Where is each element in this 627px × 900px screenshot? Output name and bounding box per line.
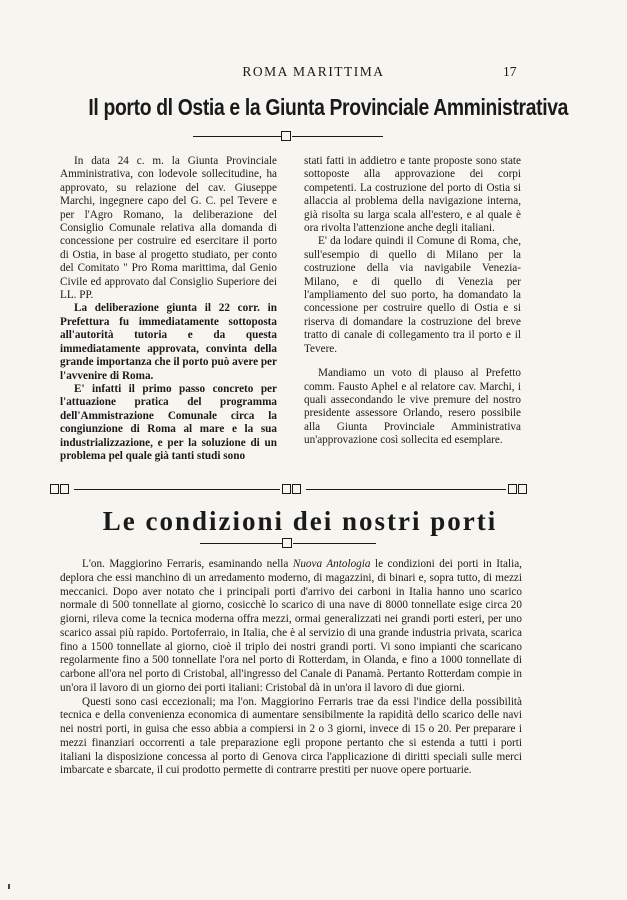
article2-paragraph — [60, 558, 522, 696]
page-number: 17 — [503, 64, 517, 79]
article2-body — [60, 558, 522, 778]
article1-paragraph: stati fatti in addietro e tante proposte sono state sottoposte alla approvazione dei corpi competenti. La costruzione del porto di Ostia si allaccia al problema della navigazione interna, già risolta su larga scala all'estero, e al quale è ora rivolta l'attenzione anche degli italiani. — [304, 155, 521, 235]
article1-body — [60, 155, 522, 485]
article1-paragraph: La deliberazione giunta il 22 corr. in Prefettura fu immediatamente sottoposta all'autorità tutoria e da questa immediatamente approvata, convinta della grande importanza che il porto può avere per l'avvenire di Roma. — [60, 302, 277, 382]
publication-title: Nuova Antologia — [292, 558, 371, 570]
title-ornament-1 — [193, 131, 383, 141]
margin-mark — [8, 884, 10, 889]
text-run: le condizioni dei porti in Italia, deplora che essi manchino di un arredamento moderno, di magazzini, di binari e, sopra tutto, di mezzi meccanici. Dopo aver notato che i principali porti d'arrivo dei carboni in Italia hanno uno scarico normale di 500 tonnellate al giorno, cosicchè lo scarico di una nave di 8000 tonnellate esige circa 20 giorni, rileva come la tecnica moderna offra mezzi, ormai generalizzati nei grandi porti esteri, per uno scarico assai più rapido. Portoferraio, in Italia, che è al servizio di una grande industria privata, scarica fino a 1500 tonnellate al giorno, cioè il triplo dei nostri grandi porti. Vi sono impianti che scaricano regolarmente fino a 500 tonnellate l'ora nel porto di Rotterdam, in Olanda, e fino a 1000 tonnellate di carbone all'ora nel porto di Cristobal, all'ingresso del Canale di Panamà. Pertanto Rotterdam compie in un'ora il lavoro di un giorno dei porti italiani: Cristobal dà in un'ora il lavoro di due giorni. — [60, 558, 522, 694]
running-head: ROMA MARITTIMA — [242, 64, 385, 79]
text-run: L'on. Maggiorino Ferraris, esaminando nella — [82, 558, 293, 570]
article1-right-column — [304, 155, 521, 448]
article2-paragraph: Questi sono casi eccezionali; ma l'on. Maggiorino Ferraris trae da essi l'indice della possibilità tecnica e della convenienza economica di aumentare sensibilmente la rapidità dello scarico delle navi nei nostri porti, in guisa che esso abbia a compiersi in 2 o 3 giorni, invece di 15 o 20. Per preparare i mezzi finanziari occorrenti a tale preparazione egli propone pertanto che si estenda a tutti i porti italiani la disposizione concessa al porto di Genova circa l'applicazione di diritti speciali sulle merci imbarcate e sbarcate, il cui prodotto permette di contrarre prestiti per nuove opere portuarie. — [60, 695, 522, 777]
section-divider — [50, 483, 530, 495]
article1-paragraph: E' da lodare quindi il Comune di Roma, che, sull'esempio di quello di Milano per la costruzione della via navigabile Venezia-Milano, e di quello di Venezia per l'ampliamento del suo porto, ha domandato la concessione per costruire quello di Ostia e si riserva di domandare la costruzione del breve tratto di canale di collegamento tra il porto e il Tevere. — [304, 235, 521, 355]
article1-paragraph: In data 24 c. m. la Giunta Provinciale Amministrativa, con lodevole sollecitudine, ha approvato, su relazione del cav. Giuseppe Marchi, ingegnere capo del G. C. pel Tevere e per l'Agro Romano, la deliberazione del Consiglio Comunale relativa alla domanda di concessione per costruire ed esercitare il porto di Ostia, in base al progetto studiato, per conto del Comitato " Pro Roma marittima, dal Genio Civile ed approvato dal Consiglio Superiore dei LL. PP. — [60, 155, 277, 302]
article1-title: Il porto dl Ostia e la Giunta Provinciale Amministrativa — [88, 94, 569, 120]
article1-left-column — [60, 155, 277, 463]
article2-title: Le condizioni dei nostri porti — [102, 506, 498, 536]
article1-paragraph: Mandiamo un voto di plauso al Prefetto comm. Fausto Aphel e al relatore cav. Marchi, i quali assecondando le vive premure del nostro presidente assessore Orlando, resero possibile alla Giunta Provinciale Amministrativa un'approvazione così sollecita ed esemplare. — [304, 367, 521, 447]
article1-paragraph: E' infatti il primo passo concreto per l'attuazione pratica del programma dell'Ammistrazione Comunale circa la congiunzione di Roma al mare e la sua industrializzazione, e per la soluzione di un problema pel quale già tanti studi sono — [60, 382, 277, 462]
title-ornament-2 — [200, 538, 376, 548]
